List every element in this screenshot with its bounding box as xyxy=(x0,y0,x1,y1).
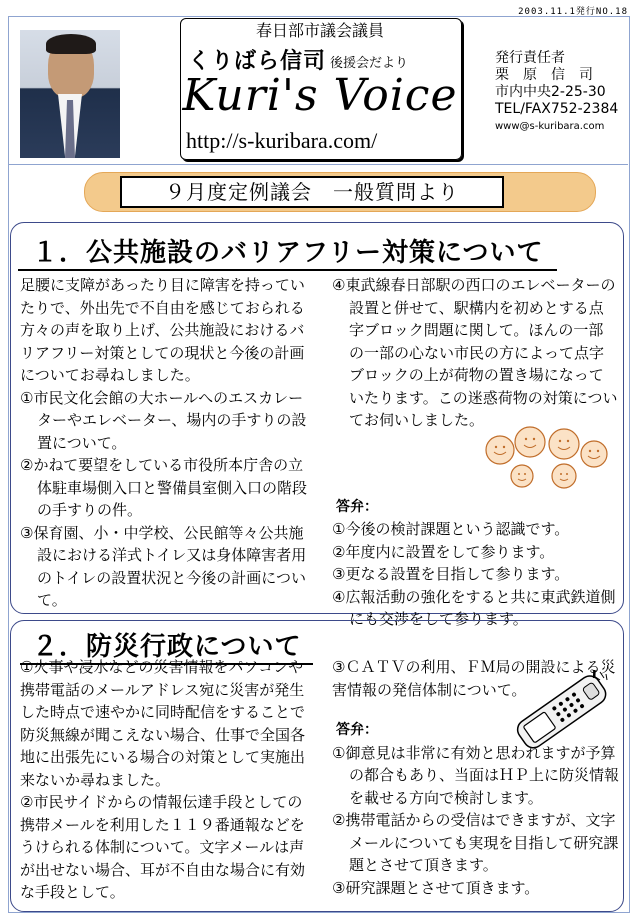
section1-title: １．公共施設のバリアフリー対策について xyxy=(18,232,557,271)
publisher-telfax: TEL/FAX752-2384 xyxy=(495,101,619,117)
section1-answer-2: ②年度内に設置をして参ります。 xyxy=(332,542,555,561)
section2-answer-label: 答弁： xyxy=(336,722,378,738)
section2-question-3: ③ＣＡＴＶの利用、ＦＭ局の開設による災害情報の発信体制について。 xyxy=(332,658,616,699)
publisher-email[interactable]: www@s-kuribara.com xyxy=(495,121,605,132)
section2-answer-1: ①御意見は非常に有効と思われますが予算の都合もあり、当面はＨＰ上に防災情報を載せる方向で検討します。 xyxy=(332,743,620,807)
section2-question-1: ①火事や浸水などの災害情報をパソコンや携帯電話のメールアドレス宛に災害が発生した時点で速やかに同時配信をすることで防災無線が聞こえない場合、仕事で全国各地に出張先にいる場合の対策として実施出来ないか尋ねました。 xyxy=(20,658,306,789)
section1-answer-1: ①今後の検討課題という認識です。 xyxy=(332,520,570,538)
section1-intro: 足腰に支障があったり目に障害を持っていたりで、外出先で不自由を感じておられる方々の声を取り上げ、公共施設におけるバリアフリー対策としての現状と今後の計画についてお尋ねしました。 xyxy=(20,276,305,384)
publisher-name: 栗 原 信 司 xyxy=(495,67,593,83)
section1-question-2: ②かねて要望をしている市役所本庁舎の立体駐車場側入口と警備員室側入口の階段の手すりの件。 xyxy=(20,456,308,519)
section2-question-2: ②市民サイドからの情報伝達手段としての携帯メールを利用した１１９番通報などをうけられる体制について。文字メールは声が出せない場合、耳が不自由な場合に有効な手段として。 xyxy=(20,793,306,901)
section2-title: ２．防災行政について xyxy=(20,626,313,665)
section1-question-1: ①市民文化会館の大ホールへのエスカレーターやエレベーター、場内の手すりの設置について。 xyxy=(20,388,307,452)
section1-left-column xyxy=(20,274,314,612)
publisher-label: 発行責任者 xyxy=(495,50,565,66)
section1-answer-label: 答弁： xyxy=(336,498,378,515)
section2-answer-3: ③研究課題とさせて頂きます。 xyxy=(332,878,540,897)
section1-question-4: ④東武線春日部駅の西口のエレベーターの設置と併せて、駅構内を初めとする点字ブロック問題に関して。ほんの一部の一部の心ない市民の方によって点字ブロックの上が荷物の置き場になっていたります。この迷惑荷物の対策についてお伺いしました。 xyxy=(332,276,618,429)
publisher-address: 市内中央2-25-30 xyxy=(495,84,606,100)
section1-answer-4: ④広報活動の強化をすると共に東武鉄道側にも交渉をして参ります。 xyxy=(332,587,616,628)
family-illustration xyxy=(478,420,618,494)
issue-number: 2003.11.1発行NO.18 xyxy=(518,7,628,17)
newsletter-subtitle: 後援会だより xyxy=(330,56,409,71)
section2-answer-2: ②携帯電話からの受信はできますが、文字メールについても実現を目指して研究課題とさせて頂きます。 xyxy=(332,811,619,874)
section1-answer-3: ③更なる設置を目指して参ります。 xyxy=(332,565,570,583)
member-name: くりばら信司 xyxy=(188,49,327,74)
council-role: 春日部市議会議員 xyxy=(255,21,384,40)
portrait-photo xyxy=(20,30,120,158)
website-url[interactable]: http://s-kuribara.com/ xyxy=(186,128,378,153)
newsletter-title: Kuri's Voice xyxy=(182,70,458,121)
section2-left-column xyxy=(20,656,316,904)
banner-title: ９月度定例議会 一般質問より xyxy=(120,176,504,208)
publisher-info xyxy=(495,50,618,135)
mobile-phone-icon xyxy=(496,670,624,756)
section1-question-3: ③保育園、小・中学校、公民館等々公共施設における洋式トイレ又は身体障害者用のトイレの設置状況と今後の計画について。 xyxy=(20,523,307,609)
